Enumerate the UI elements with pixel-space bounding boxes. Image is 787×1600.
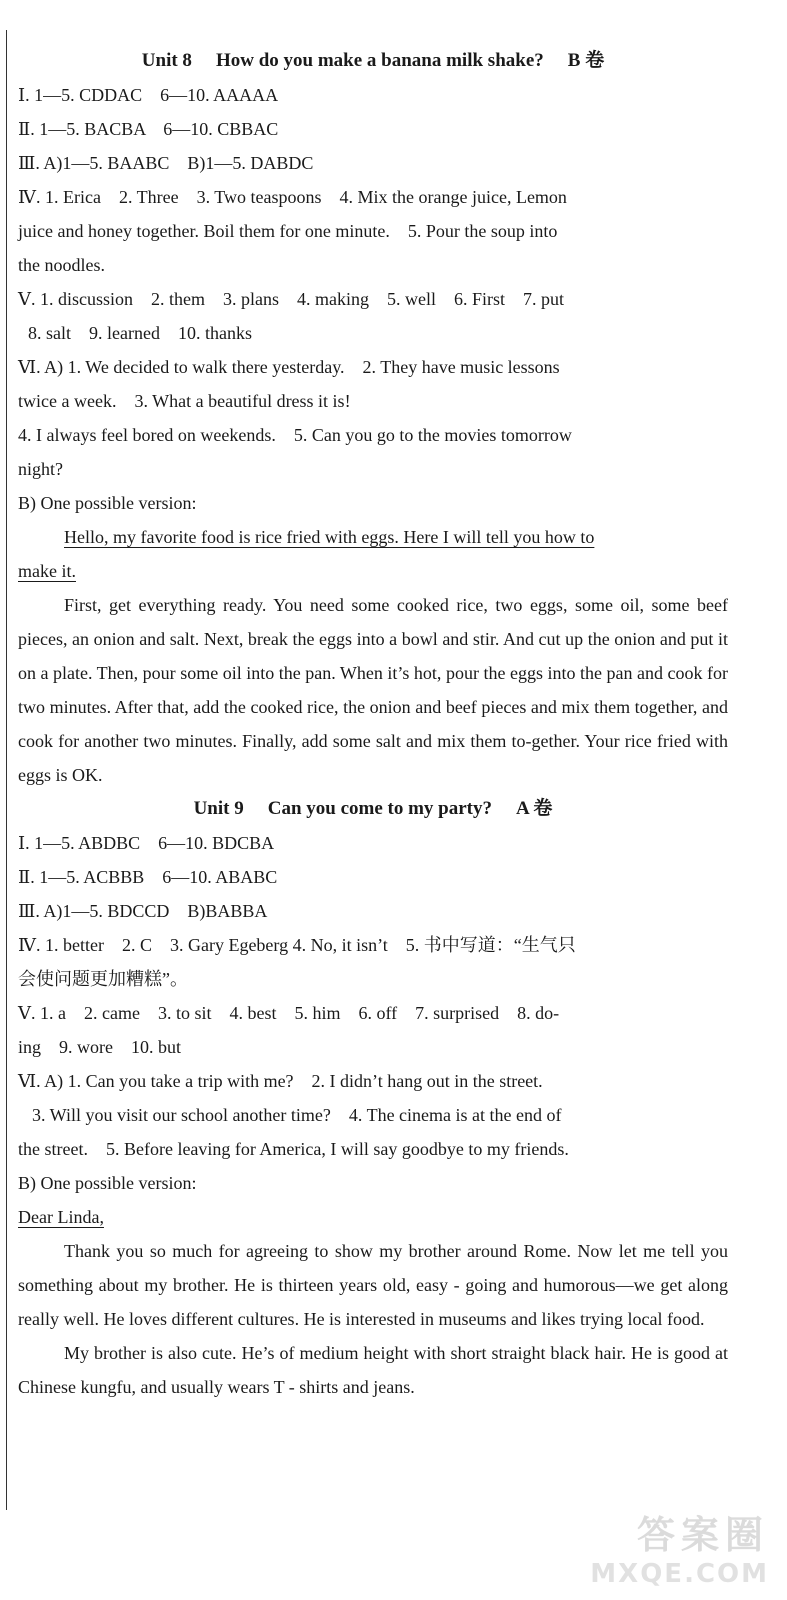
unit9-q4-line-2: 会使问题更加糟糕”。 bbox=[18, 969, 188, 989]
unit8-essay-intro-line-1 bbox=[18, 520, 728, 554]
left-margin-rule bbox=[6, 30, 7, 1510]
unit9-q4-line-1: Ⅳ. 1. better 2. C 3. Gary Egeberg 4. No, it isn’t 5. 书中写道：“生气只 bbox=[18, 935, 576, 955]
unit9-answer-line-2: Ⅱ. 1—5. ACBBB 6—10. ABABC bbox=[18, 867, 278, 887]
unit9-title-text: Can you come to my party? bbox=[267, 798, 492, 819]
unit8-title bbox=[18, 44, 728, 78]
unit9-q6-line-2: 3. Will you visit our school another time? 4. The cinema is at the end of bbox=[32, 1105, 562, 1125]
unit9-q5-line-1: Ⅴ. 1. a 2. came 3. to sit 4. best 5. him 6. off 7. surprised 8. do- bbox=[18, 1003, 560, 1023]
unit9-q6-line-1: Ⅵ. A) 1. Can you take a trip with me? 2. I didn’t hang out in the street. bbox=[18, 1071, 543, 1091]
unit8-answer-line-3: Ⅲ. A)1—5. BAABC B)1—5. DABDC bbox=[18, 153, 314, 173]
unit8-version-label: B) One possible version: bbox=[18, 493, 197, 513]
unit8-title-suffix: B 卷 bbox=[567, 50, 605, 71]
unit8-q4-line-2: juice and honey together. Boil them for one minute. 5. Pour the soup into bbox=[18, 221, 558, 241]
unit8-q6-line-4: night? bbox=[18, 459, 63, 479]
unit8-essay-intro-line-2 bbox=[18, 554, 728, 588]
unit9-letter-paragraph-1: Thank you so much for agreeing to show my brother around Rome. Now let me tell you something about my brother. He is thirteen years old, easy - going and humorous—we get along really well. He loves different cultures. He is interested in museums and likes trying local food. bbox=[18, 1241, 728, 1329]
site-watermark bbox=[539, 1504, 769, 1594]
unit8-answer-line-2: Ⅱ. 1—5. BACBA 6—10. CBBAC bbox=[18, 119, 279, 139]
unit8-answer-line-1: Ⅰ. 1—5. CDDAC 6—10. AAAAA bbox=[18, 85, 279, 105]
watermark-url-text: MXQE.COM bbox=[590, 1559, 769, 1589]
unit9-version-label: B) One possible version: bbox=[18, 1173, 197, 1193]
unit8-q6-line-3: 4. I always feel bored on weekends. 5. Can you go to the movies tomorrow bbox=[18, 425, 572, 445]
unit9-salutation-text: Dear Linda, bbox=[18, 1207, 104, 1227]
unit8-essay-body: First, get everything ready. You need some cooked rice, two eggs, some oil, some beef pieces, an onion and salt. Next, break the eggs into a bowl and stir. And cut up the onion and put it on a plate. Then, pour some oil into the pan. When it’s hot, pour the eggs into the pan and cook for two minutes. After that, add the cooked rice, the onion and beef pieces and mix them together, and cook for another two minutes. Finally, add some salt and mix them to-gether. Your rice fried with eggs is OK. bbox=[18, 595, 728, 785]
unit9-title-suffix: A 卷 bbox=[516, 798, 553, 819]
unit9-answer-line-1: Ⅰ. 1—5. ABDBC 6—10. BDCBA bbox=[18, 833, 275, 853]
unit8-q5-line-2: 8. salt 9. learned 10. thanks bbox=[28, 323, 252, 343]
unit8-q4-line-3: the noodles. bbox=[18, 255, 105, 275]
unit8-q6-line-2: twice a week. 3. What a beautiful dress it is! bbox=[18, 391, 351, 411]
unit8-q4-line-1: Ⅳ. 1. Erica 2. Three 3. Two teaspoons 4. Mix the orange juice, Lemon bbox=[18, 187, 567, 207]
unit9-letter-paragraph-2: My brother is also cute. He’s of medium height with short straight black hair. He is good at Chinese kungfu, and usually wears T - shirts and jeans. bbox=[18, 1343, 728, 1397]
unit9-title bbox=[18, 792, 728, 826]
unit9-title-unit: Unit 9 bbox=[193, 798, 244, 819]
unit9-q5-line-2: ing 9. wore 10. but bbox=[18, 1037, 181, 1057]
unit8-title-unit: Unit 8 bbox=[141, 50, 192, 71]
unit9-answer-line-3: Ⅲ. A)1—5. BDCCD B)BABBA bbox=[18, 901, 268, 921]
unit8-essay-intro-text-1: Hello, my favorite food is rice fried with eggs. Here I will tell you how to bbox=[64, 527, 595, 547]
unit9-q6-line-3: the street. 5. Before leaving for America, I will say goodbye to my friends. bbox=[18, 1139, 569, 1159]
unit8-title-text: How do you make a banana milk shake? bbox=[215, 50, 544, 71]
unit8-q6-line-1: Ⅵ. A) 1. We decided to walk there yesterday. 2. They have music lessons bbox=[18, 357, 560, 377]
unit8-q5-line-1: Ⅴ. 1. discussion 2. them 3. plans 4. making 5. well 6. First 7. put bbox=[18, 289, 564, 309]
watermark-logo-text: 答案圈 bbox=[636, 1513, 769, 1557]
unit8-essay-intro-text-2: make it. bbox=[18, 561, 76, 581]
unit9-salutation bbox=[18, 1200, 728, 1234]
answer-page bbox=[18, 44, 728, 1404]
